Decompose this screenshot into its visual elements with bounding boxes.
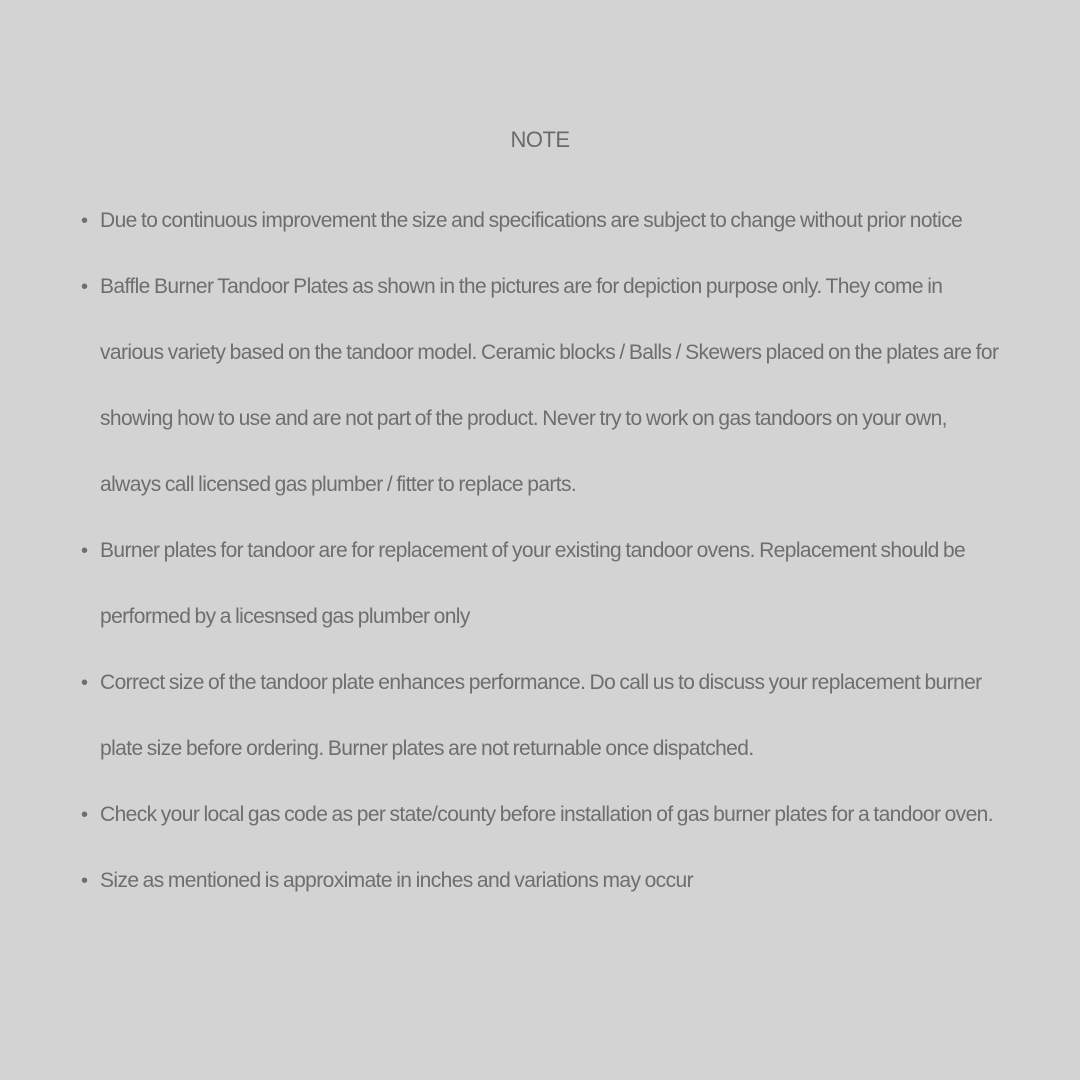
note-list bbox=[81, 188, 1000, 914]
note-item bbox=[81, 188, 1000, 254]
bullet-icon: • bbox=[81, 540, 88, 562]
note-item-text: Check your local gas code as per state/county before installation of gas burner plates for a tandoor oven. bbox=[100, 803, 993, 826]
note-item bbox=[81, 848, 1000, 914]
bullet-icon: • bbox=[81, 672, 88, 694]
note-title: NOTE bbox=[510, 127, 570, 152]
bullet-icon: • bbox=[81, 210, 88, 232]
note-item bbox=[81, 650, 1000, 782]
note-item-text: Size as mentioned is approximate in inches and variations may occur bbox=[100, 869, 693, 892]
note-item-text: Correct size of the tandoor plate enhances performance. Do call us to discuss your replacement burner plate size before ordering. Burner plates are not returnable once dispatched. bbox=[100, 671, 982, 760]
note-item bbox=[81, 254, 1000, 518]
note-item-text: Burner plates for tandoor are for replacement of your existing tandoor ovens. Replacement should be performed by a licesnsed gas plumber only bbox=[100, 539, 966, 628]
bullet-icon: • bbox=[81, 276, 88, 298]
note-item bbox=[81, 782, 1000, 848]
note-item-text: Baffle Burner Tandoor Plates as shown in the pictures are for depiction purpose only. They come in various variety based on the tandoor model. Ceramic blocks / Balls / Skewers placed on the plates are for showing how to use and are not part of the product. Never try to work on gas tandoors on your own, always call licensed gas plumber / fitter to replace parts. bbox=[100, 275, 999, 496]
bullet-icon: • bbox=[81, 804, 88, 826]
note-item-text: Due to continuous improvement the size and specifications are subject to change without prior notice bbox=[100, 209, 963, 232]
note-item bbox=[81, 518, 1000, 650]
bullet-icon: • bbox=[81, 870, 88, 892]
